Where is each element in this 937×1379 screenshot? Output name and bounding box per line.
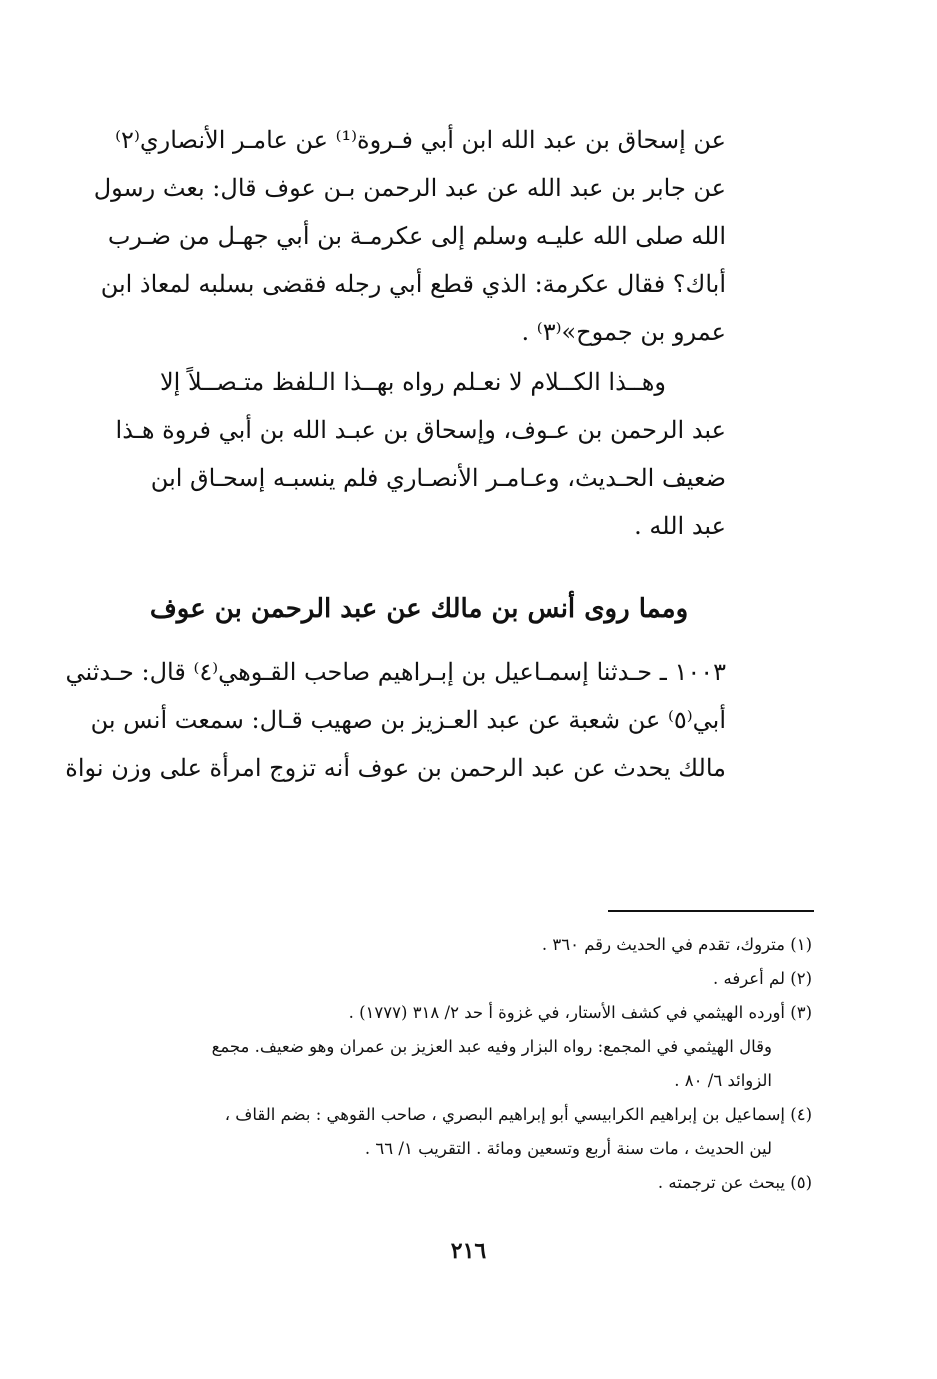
section-heading: ومما روى أنس بن مالك عن عبد الرحمن بن عوف (149, 594, 689, 624)
text-line: عن إسحاق بن عبد الله ابن أبي فـروة⁽¹⁾ عن عامـر الأنصاري⁽٢⁾ (115, 126, 726, 154)
hadith-paragraph (65, 648, 726, 792)
text-line: ضعيف الحـديث، وعـامـر الأنصـاري فلم ينسبـه إسحـاق ابن (150, 464, 726, 492)
footnote-line: الزوائد ٦/ ٨٠ . (674, 1071, 772, 1090)
footnotes (108, 928, 812, 1200)
text-line: عمرو بن جموح»⁽٣⁾ . (521, 318, 726, 346)
footnote-separator (608, 910, 814, 912)
text-line: أبي⁽٥⁾ عن شعبة عن عبد العـزيز بن صهيب قـال: سمعت أنس بن (90, 706, 726, 734)
text-line: ١٠٠٣ ـ حـدثنا إسمـاعيل بن إبـراهيم صاحب القـوهي⁽٤⁾ قال: حـدثني (65, 658, 726, 686)
text-line: مالك يحدث عن عبد الرحمن بن عوف أنه تزوج امرأة على وزن نواة (65, 754, 726, 782)
text-line: عبد الله . (634, 512, 726, 540)
footnote-line: (٤) إسماعيل بن إبراهيم الكرابيسي أبو إبراهيم البصري ، صاحب القوهي : بضم القاف ، (224, 1105, 812, 1124)
footnote-line: (٢) لم أعرفه . (712, 969, 812, 988)
paragraph-2 (104, 358, 726, 550)
text-line: وهــذا الكــلام لا نعـلم رواه بهــذا الـلفظ متـصــلاً إلا (159, 368, 666, 396)
footnote-line: (٥) يبحث عن ترجمته . (657, 1173, 812, 1192)
footnote-line: لين الحديث ، مات سنة أربع وتسعين ومائة . التقريب ١/ ٦٦ . (364, 1139, 772, 1158)
page-number: ٢١٦ (450, 1238, 487, 1264)
text-line: أباك؟ فقال عكرمة: الذي قطع أبي رجله فقضى بسلبه لمعاذ ابن (100, 270, 726, 298)
text-line: عبد الرحمن بن عـوف، وإسحاق بن عبـد الله بن أبي فروة هـذا (115, 416, 726, 444)
footnote-line: وقال الهيثمي في المجمع: رواه البزار وفيه عبد العزيز بن عمران وهو ضعيف. مجمع (211, 1037, 772, 1056)
footnote-line: (٣) أورده الهيثمي في كشف الأستار، في غزوة أ حد ٢/ ٣١٨ (١٧٧٧) . (348, 1003, 812, 1022)
footnote-line: (١) متروك، تقدم في الحديث رقم ٣٦٠ . (541, 935, 812, 954)
text-line: عن جابر بن عبد الله عن عبد الرحمن بـن عوف قال: بعث رسول (93, 174, 726, 202)
paragraph-1 (93, 116, 726, 356)
text-line: الله صلى الله عليـه وسلم إلى عكرمـة بن أبي جهـل من ضـرب (107, 222, 726, 250)
